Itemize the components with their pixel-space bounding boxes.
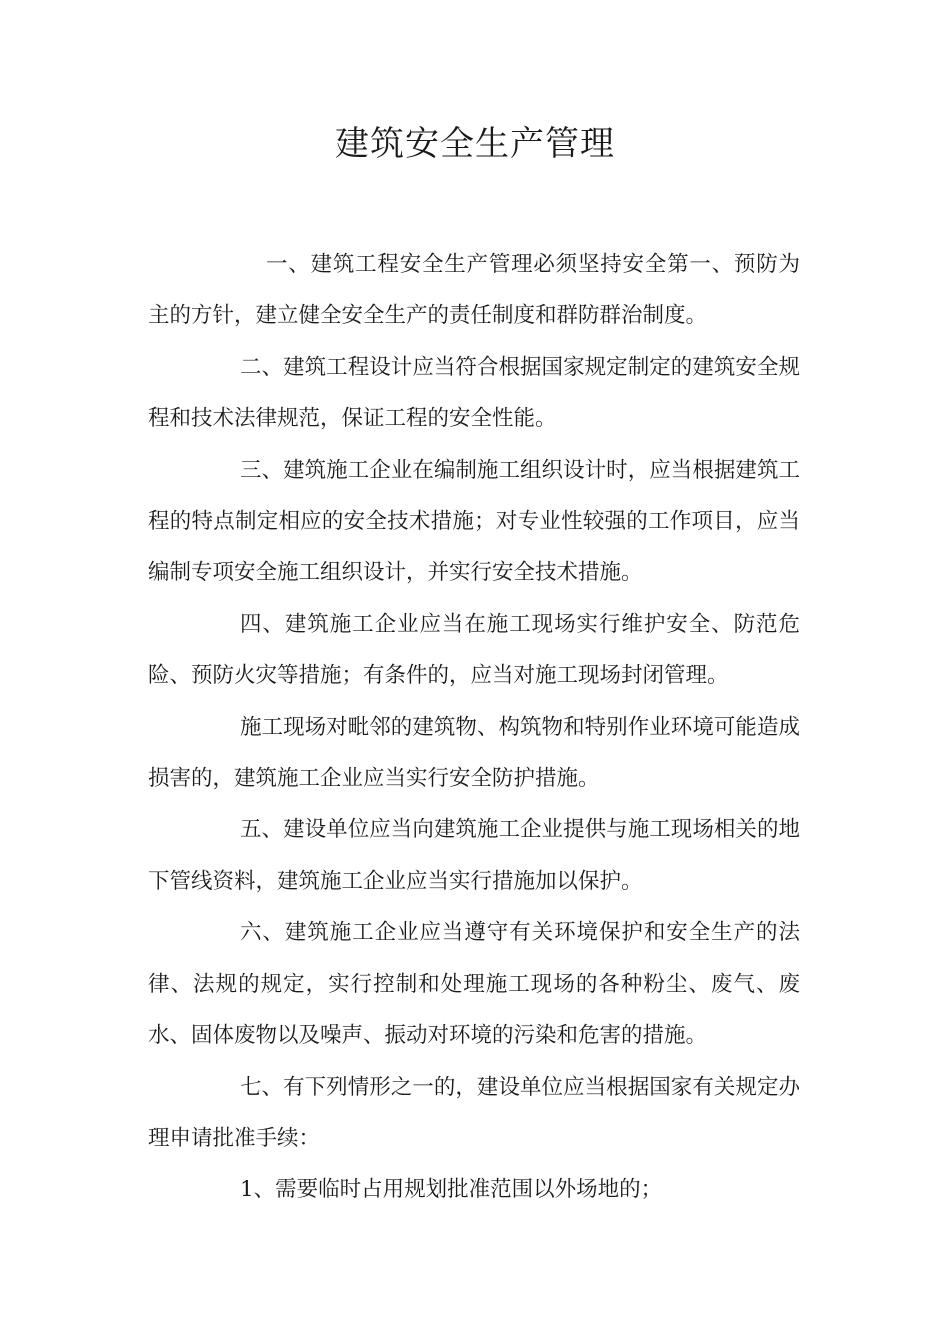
document-body — [148, 239, 800, 1216]
paragraph-4: 四、建筑施工企业应当在施工现场实行维护安全、防范危险、预防火灾等措施；有条件的，应当对施工现场封闭管理。 — [148, 611, 800, 689]
paragraph-2: 二、建筑工程设计应当符合根据国家规定制定的建筑安全规程和技术法律规范，保证工程的安全性能。 — [148, 354, 800, 432]
paragraph-7: 六、建筑施工企业应当遵守有关环境保护和安全生产的法律、法规的规定，实行控制和处理施工现场的各种粉尘、废气、废水、固体废物以及噪声、振动对环境的污染和危害的措施。 — [148, 920, 800, 1049]
paragraph-5: 施工现场对毗邻的建筑物、构筑物和特别作业环境可能造成损害的，建筑施工企业应当实行安全防护措施。 — [148, 714, 800, 792]
paragraph-1: 一、建筑工程安全生产管理必须坚持安全第一、预防为主的方针，建立健全安全生产的责任制度和群防群治制度。 — [148, 252, 800, 329]
document-title: 建筑安全生产管理 — [335, 124, 615, 164]
paragraph-8: 七、有下列情形之一的，建设单位应当根据国家有关规定办理申请批准手续： — [148, 1074, 800, 1151]
paragraph-9: 1、需要临时占用规划批准范围以外场地的； — [240, 1177, 663, 1203]
paragraph-3: 三、建筑施工企业在编制施工组织设计时，应当根据建筑工程的特点制定相应的安全技术措施；对专业性较强的工作项目，应当编制专项安全施工组织设计，并实行安全技术措施。 — [148, 457, 800, 586]
paragraph-6: 五、建设单位应当向建筑施工企业提供与施工现场相关的地下管线资料，建筑施工企业应当实行措施加以保护。 — [148, 817, 800, 894]
